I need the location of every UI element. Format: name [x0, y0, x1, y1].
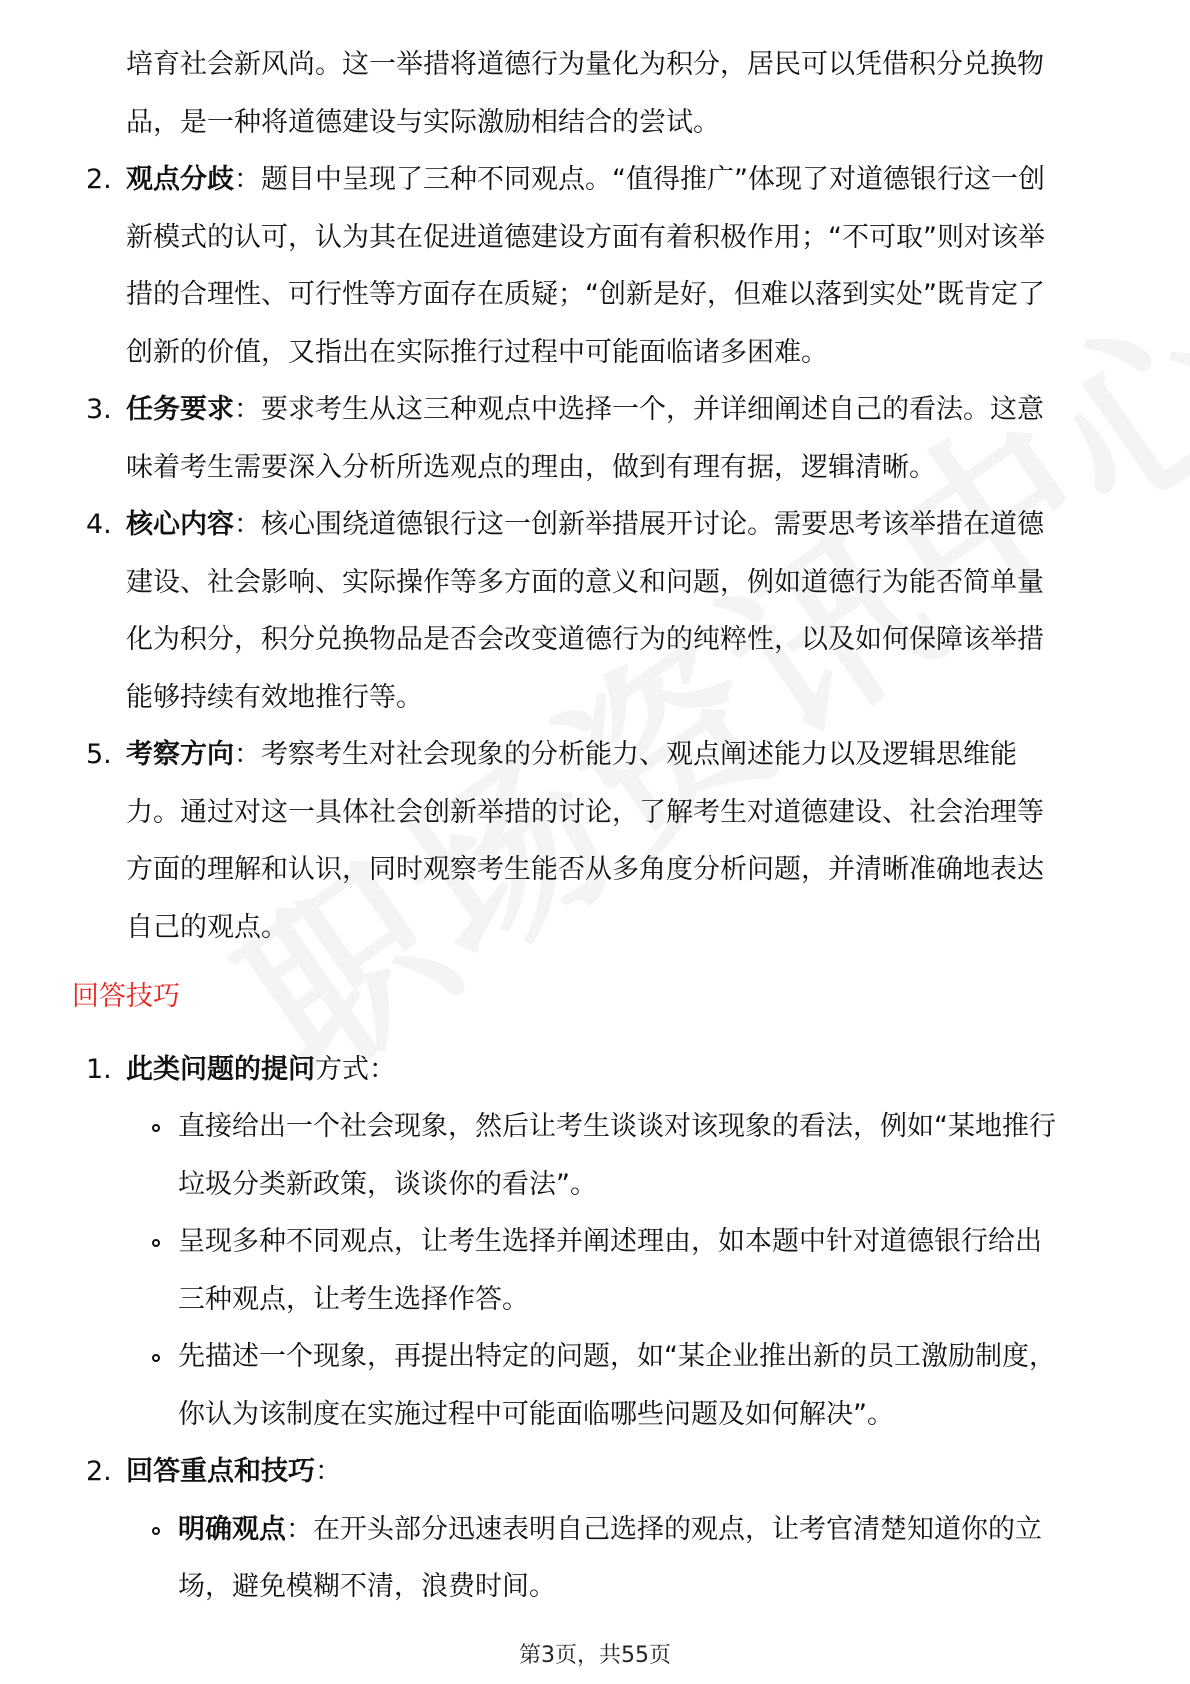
bullet-text: 你认为该制度在实施过程中可能面临哪些问题及如何解决”。	[178, 1398, 894, 1430]
bullet-icon	[152, 1527, 160, 1535]
item-text: 措的合理性、可行性等方面存在质疑；“创新是好，但难以落到实处”既肯定了	[126, 279, 1045, 310]
page-footer: 第3页，共55页	[519, 1643, 671, 1668]
page-content	[0, 36, 1190, 1616]
bullet-title: 明确观点	[178, 1513, 286, 1545]
numbered-item-question-types	[0, 1041, 1190, 1099]
item-text: ：要求考生从这三种观点中选择一个，并详细阐述自己的看法。这意	[234, 394, 1044, 425]
bullet-item	[0, 1501, 1190, 1616]
item-title-rest: 方式：	[315, 1053, 396, 1085]
item-title: 观点分歧	[126, 164, 234, 195]
item-title: 核心内容	[126, 509, 234, 540]
item-text: 能够持续有效地推行等。	[126, 681, 423, 713]
numbered-item-task	[0, 381, 1190, 496]
numbered-item-direction	[0, 726, 1190, 956]
item-title: 任务要求	[126, 394, 234, 425]
numbered-item-answer-tips	[0, 1443, 1190, 1501]
item-text: ：题目中呈现了三种不同观点。“值得推广”体现了对道德银行这一创	[234, 164, 1045, 195]
bullet-text: 垃圾分类新政策，谈谈你的看法”。	[178, 1168, 597, 1200]
item-text: 化为积分，积分兑换物品是否会改变道德行为的纯粹性，以及如何保障该举措	[126, 624, 1044, 655]
bullet-text: 先描述一个现象，再提出特定的问题，如“某企业推出新的员工激励制度，	[178, 1341, 1056, 1372]
bullet-text: 场，避免模糊不清，浪费时间。	[178, 1571, 556, 1602]
item-title: 考察方向	[126, 739, 234, 770]
item-text: 建设、社会影响、实际操作等多方面的意义和问题，例如道德行为能否简单量	[126, 566, 1044, 598]
item-text: 自己的观点。	[126, 911, 288, 943]
bullet-text: 呈现多种不同观点，让考生选择并阐述理由，如本题中针对道德银行给出	[178, 1226, 1042, 1257]
item-text: 创新的价值，又指出在实际推行过程中可能面临诸多困难。	[126, 336, 828, 368]
item-title: 此类问题的提问	[126, 1053, 315, 1085]
item-number: 5.	[86, 739, 112, 770]
bullet-icon	[152, 1124, 160, 1132]
intro-line-2: 品，是一种将道德建设与实际激励相结合的尝试。	[126, 106, 720, 138]
bullet-text: 三种观点，让考生选择作答。	[178, 1283, 529, 1315]
item-title: 回答重点和技巧	[126, 1456, 315, 1487]
section-heading: 回答技巧	[72, 981, 180, 1012]
item-text: ：核心围绕道德银行这一创新举措展开讨论。需要思考该举措在道德	[234, 509, 1044, 540]
item-number: 3.	[86, 394, 112, 425]
item-text: ：考察考生对社会现象的分析能力、观点阐述能力以及逻辑思维能	[234, 739, 1017, 770]
item-text: 新模式的认可，认为其在促进道德建设方面有着积极作用；“不可取”则对该举	[126, 221, 1045, 253]
numbered-item-viewpoints	[0, 151, 1190, 381]
bullet-text: 直接给出一个社会现象，然后让考生谈谈对该现象的看法，例如“某地推行	[178, 1111, 1056, 1142]
item-text: 方面的理解和认识，同时观察考生能否从多角度分析问题，并清晰准确地表达	[126, 854, 1044, 885]
intro-line-1: 培育社会新风尚。这一举措将道德行为量化为积分，居民可以凭借积分兑换物	[126, 49, 1044, 80]
bullet-item	[0, 1328, 1190, 1443]
item-number: 4.	[86, 509, 112, 540]
item-title-rest: ：	[315, 1456, 342, 1487]
bullet-text: ：在开头部分迅速表明自己选择的观点，让考官清楚知道你的立	[286, 1513, 1042, 1545]
bullet-item	[0, 1098, 1190, 1213]
bullet-item	[0, 1213, 1190, 1328]
item-number: 1.	[86, 1053, 112, 1085]
bullet-icon	[152, 1239, 160, 1247]
bullet-icon	[152, 1354, 160, 1362]
item-number: 2.	[86, 1456, 112, 1487]
item-text: 味着考生需要深入分析所选观点的理由，做到有理有据，逻辑清晰。	[126, 451, 936, 483]
item-text: 力。通过对这一具体社会创新举措的讨论，了解考生对道德建设、社会治理等	[126, 796, 1044, 828]
item-number: 2.	[86, 164, 112, 195]
numbered-item-core	[0, 496, 1190, 726]
